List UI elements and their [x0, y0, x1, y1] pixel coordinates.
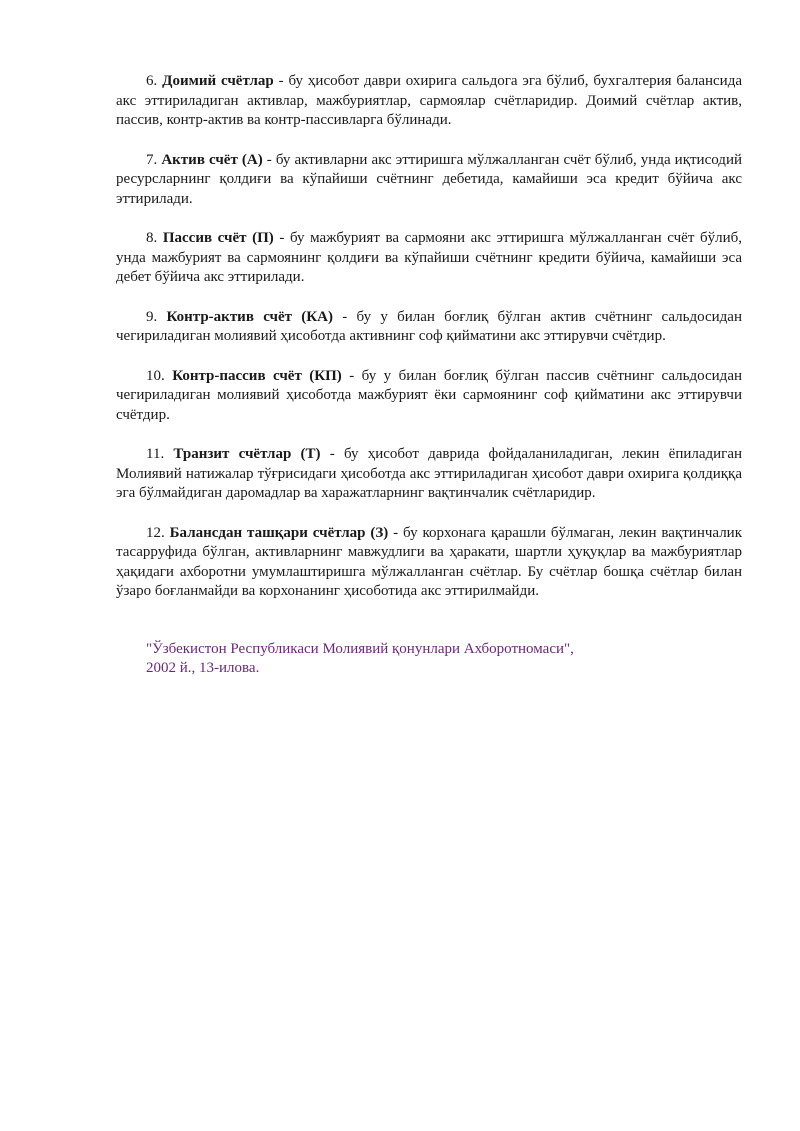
definition-item-8	[116, 229, 742, 288]
item-text: - бу ҳисобот даври охирига сальдога эга бўлиб, бухгалтерия балансида акс эттириладиган активлар, мажбуриятлар, сармоялар счётларидир. Доимий счётлар актив, пассив, контр-актив ва контр-пассивларга бўлинади.	[116, 73, 742, 128]
item-number: 10.	[146, 367, 165, 384]
item-term: Контр-актив счёт (КА)	[166, 308, 333, 325]
item-number: 9.	[146, 308, 158, 325]
definition-item-10	[116, 367, 742, 426]
definition-item-9	[116, 308, 742, 347]
item-text: - бу ҳисобот даврида фойдаланиладиган, лекин ёпиладиган Молиявий натижалар тўғрисидаги ҳисоботда акс эттириладиган ҳисобот даври охирига қолдиққа эга бўлмайдиган даромадлар ва харажатларнинг вақтинчалик счётларидир.	[116, 446, 743, 501]
item-term: Актив счёт (А)	[161, 151, 263, 168]
item-text: - бу корхонага қарашли бўлмаган, лекин вақтинчалик тасарруфида бўлган, активларнинг мавжудлиги ва ҳаракати, шартли ҳуқуқлар ва мажбуриятлар ҳақидаги ахборотни умумлаштиришга мўлжалланган счётлар. Бу счётлар бошқа счётлар билан ўзаро боғланмайди ва корхонанинг ҳисоботида акс эттирилмайди.	[116, 524, 742, 599]
item-term: Балансдан ташқари счётлар (З)	[169, 524, 389, 541]
item-text: - бу у билан боғлиқ бўлган пассив счётнинг сальдосидан чегириладиган молиявий ҳисоботда мажбурият ёки сармоянинг соф қийматини акс эттирувчи счётдир.	[116, 367, 742, 423]
item-text: - бу у билан боғлиқ бўлган актив счётнинг сальдосидан чегириладиган молиявий ҳисоботда активнинг соф қийматини акс эттирувчи счётдир.	[116, 308, 742, 344]
item-term: Транзит счётлар (Т)	[173, 446, 321, 462]
source-citation-line1[interactable]: "Ўзбекистон Республикаси Молиявий қонунлари Ахборотномаси",	[146, 640, 574, 657]
item-number: 11.	[146, 446, 165, 462]
item-number: 8.	[146, 230, 158, 246]
item-term: Контр-пассив счёт (КП)	[172, 367, 342, 384]
item-term: Пассив счёт (П)	[162, 230, 274, 246]
definition-item-11	[116, 445, 742, 504]
item-number: 12.	[146, 524, 165, 541]
item-number: 7.	[146, 151, 158, 168]
item-term: Доимий счётлар	[162, 73, 274, 89]
definition-item-6	[116, 72, 742, 131]
source-citation[interactable]	[116, 640, 742, 679]
source-citation-line2[interactable]: 2002 й., 13-илова.	[146, 660, 260, 676]
item-text: - бу мажбурият ва сармояни акс эттиришга мўлжалланган счёт бўлиб, унда мажбурият ва сармоянинг қолдиғи ва кўпайиши счётнинг кредити бўйича, камайиши эса дебет бўйича акс эттирилади.	[116, 230, 742, 285]
item-number: 6.	[146, 73, 158, 89]
definition-item-7	[116, 151, 742, 210]
definition-item-12	[116, 524, 742, 602]
item-text: - бу активларни акс эттиришга мўлжалланган счёт бўлиб, унда иқтисодий ресурсларнинг қолдиғи ва кўпайиши счётнинг дебетида, камайиши эса кредит бўйича акс эттирилади.	[116, 151, 742, 207]
